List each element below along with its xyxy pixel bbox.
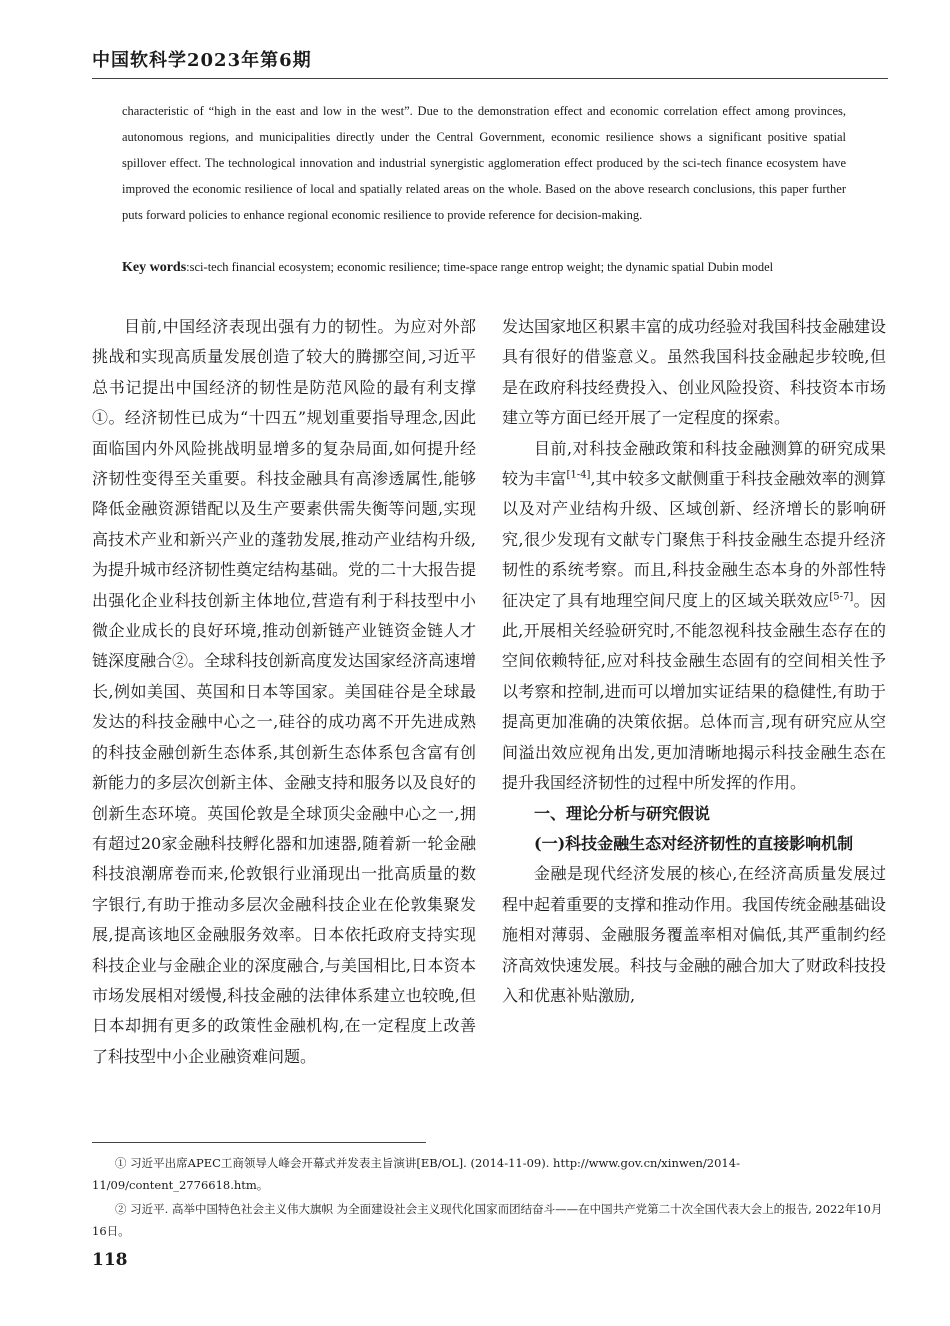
paragraph-text: 。因此,开展相关经验研究时,不能忽视科技金融生态存在的空间依赖特征,应对科技金融生态固有的空间相关性予以考察和控制,进而可以增加实证结果的稳健性,有助于提高更加准确的决策依据。总体而言,现有研究应从空间溢出效应视角出发,更加清晰地揭示科技金融生态在提升我国经济韧性的过程中所发挥的作用。: [502, 590, 886, 793]
paragraph-text: 目前,对科技金融政策和科技金融测算的研究成果较为丰富: [502, 438, 886, 489]
keywords-text: :sci-tech financial ecosystem; economic resilience; time-space range entrop weight; the dynamic spatial Dubin model: [186, 260, 774, 274]
footnote-divider: [92, 1142, 426, 1143]
citation: [5-7]: [829, 591, 854, 603]
abstract: [122, 98, 846, 228]
abstract-text: characteristic of “high in the east and low in the west”. Due to the demonstration effect and economic correlation effect among provinces, autonomous regions, and municipalities directly under the Central Government, economic resilience shows a significant positive spatial spillover effect. The technological innovation and industrial synergistic agglomeration effect produced by the sci-tech finance ecosystem have improved the economic resilience of local and spatially related areas on the whole. Based on the above research conclusions, this paper further puts forward policies to enhance regional economic resilience to provide reference for decision-making.: [122, 104, 846, 222]
section-heading: 一、理论分析与研究假说: [534, 803, 711, 823]
page-number: 118: [92, 1250, 128, 1270]
journal-header: 中国软科学2023年第6期: [92, 50, 312, 71]
footnote-1: ① 习近平出席APEC工商领导人峰会开幕式并发表主旨演讲[EB/OL]. (2014-11-09). http://www.gov.cn/xinwen/2014-11/09/content_2776618.htm。: [92, 1156, 740, 1192]
paragraph-text: ,其中较多文献侧重于科技金融效率的测算以及对产业结构升级、区域创新、经济增长的影响研究,很少发现有文献专门聚焦于科技金融生态提升经济韧性的系统考察。而且,科技金融生态本身的外部性特征决定了具有地理空间尺度上的区域关联效应: [502, 469, 886, 610]
subsection-heading: (一)科技金融生态对经济韧性的直接影响机制: [534, 833, 854, 853]
header-divider: [92, 78, 888, 79]
keywords-label: Key words: [122, 260, 187, 275]
paragraph: [502, 434, 886, 799]
keywords: [122, 254, 846, 281]
left-column: [92, 312, 476, 1130]
paragraph: 目前,中国经济表现出强有力的韧性。为应对外部挑战和实现高质量发展创造了较大的腾挪空间,习近平总书记提出中国经济的韧性是防范风险的最有利支撑①。经济韧性已成为“十四五”规划重要指导理念,因此面临国内外风险挑战明显增多的复杂局面,如何提升经济韧性变得至关重要。科技金融具有高渗透属性,能够降低金融资源错配以及生产要素供需失衡等问题,实现高技术产业和新兴产业的蓬勃发展,推动产业结构升级,为提升城市经济韧性奠定结构基础。党的二十大报告提出强化企业科技创新主体地位,营造有利于科技型中小微企业成长的良好环境,推动创新链产业链资金链人才链深度融合②。全球科技创新高度发达国家经济高速增长,例如美国、英国和日本等国家。美国硅谷是全球最发达的科技金融中心之一,硅谷的成功离不开先进成熟的科技金融创新生态体系,其创新生态体系包含富有创新能力的多层次创新主体、金融支持和服务以及良好的创新生态环境。英国伦敦是全球顶尖金融中心之一,拥有超过20家金融科技孵化器和加速器,随着新一轮金融科技浪潮席卷而来,伦敦银行业涌现出一批高质量的数字银行,有助于推动多层次金融科技企业在伦敦集聚发展,提高该地区金融服务效率。日本依托政府支持实现科技企业与金融企业的深度融合,与美国相比,日本资本市场发展相对缓慢,科技金融的法律体系建立也较晚,但日本却拥有更多的政策性金融机构,在一定程度上改善了科技型中小企业融资难问题。: [92, 317, 476, 1066]
right-column: [502, 312, 886, 1130]
paragraph: 金融是现代经济发展的核心,在经济高质量发展过程中起着重要的支撑和推动作用。我国传统金融基础设施相对薄弱、金融服务覆盖率相对偏低,其严重制约经济高效快速发展。科技与金融的融合加大了财政科技投入和优惠补贴激励,: [502, 864, 886, 1005]
footnotes: [92, 1152, 888, 1244]
citation: [1-4]: [566, 469, 591, 481]
paragraph-continued: 发达国家地区积累丰富的成功经验对我国科技金融建设具有很好的借鉴意义。虽然我国科技金融起步较晚,但是在政府科技经费投入、创业风险投资、科技资本市场建立等方面已经开展了一定程度的探索。: [502, 317, 886, 428]
footnote-2: ② 习近平. 高举中国特色社会主义伟大旗帜 为全面建设社会主义现代化国家而团结奋斗——在中国共产党第二十次全国代表大会上的报告, 2022年10月16日。: [92, 1202, 883, 1238]
